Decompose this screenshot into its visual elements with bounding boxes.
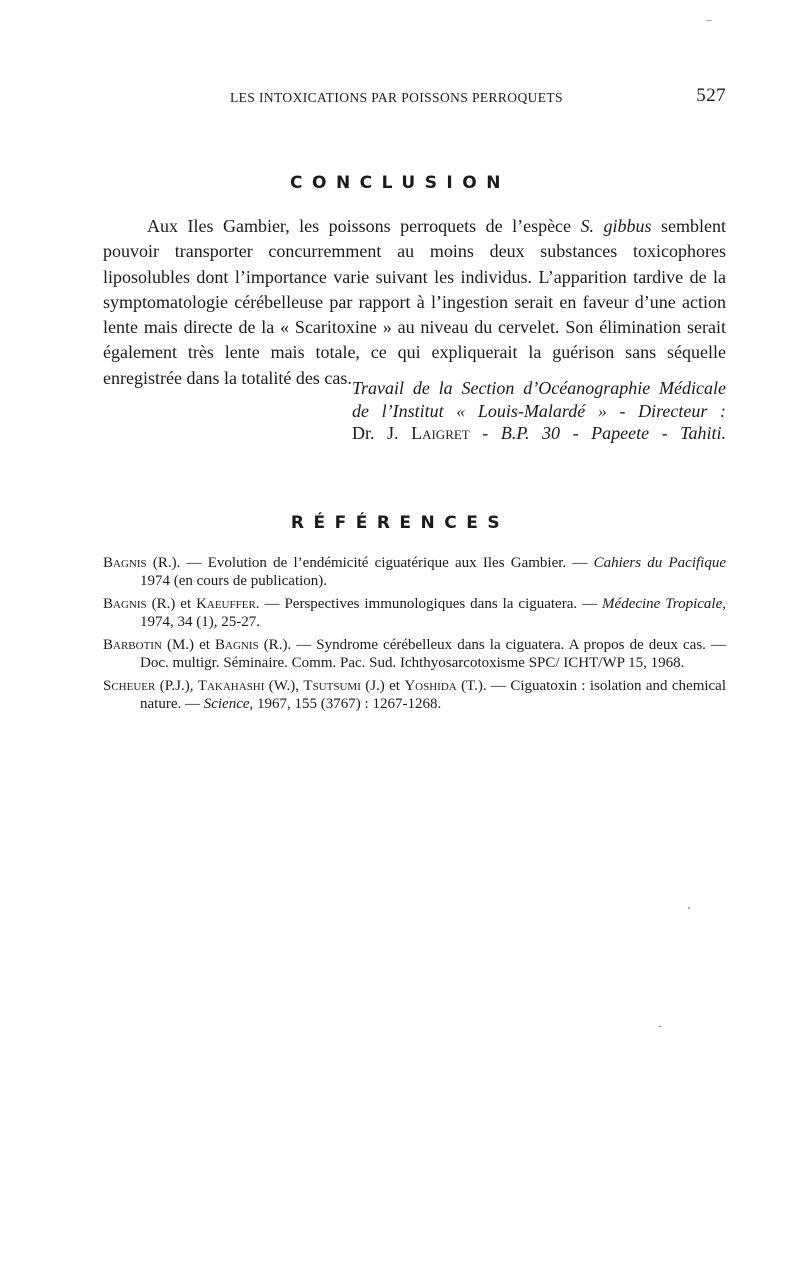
- scan-speck: [688, 907, 690, 909]
- reference-author: Barbotin: [103, 637, 162, 653]
- reference-text: (T.). — Ciguatoxin : isolation and chemical nature. —: [140, 678, 727, 712]
- reference-text: (W.),: [264, 678, 304, 694]
- reference-text: 1974 (en cours de publication).: [140, 572, 328, 589]
- conclusion-heading: CONCLUSION: [290, 173, 510, 193]
- reference-text: . — Perspectives immunologiques dans la ciguatera. —: [255, 596, 603, 612]
- reference-journal: Médecine Tropicale,: [602, 596, 726, 612]
- reference-author: Bagnis: [103, 596, 147, 612]
- affiliation-director-name: Laigret: [411, 423, 470, 443]
- reference-text: (R.) et: [146, 596, 197, 612]
- conclusion-paragraph: [103, 214, 726, 391]
- reference-item: [103, 637, 726, 672]
- reference-author: Takahashi: [197, 678, 265, 694]
- reference-author: Kaeuffer: [196, 596, 256, 612]
- reference-text: (R.). — Syndrome cérébelleux dans la ciguatera. A propos de deux cas. — Doc. multigr. Séminaire. Comm. Pac. Sud. Ichthyosarcotoxisme SPC/ ICHT/WP 15, 1968.: [140, 637, 726, 671]
- affiliation-line-3: [352, 422, 726, 445]
- reference-author: Bagnis: [103, 555, 147, 571]
- affiliation-dr: Dr. J.: [352, 423, 399, 443]
- affiliation-line-2: de l’Institut « Louis-Malardé » - Directeur :: [352, 400, 726, 421]
- reference-journal: Cahiers du Pacifique: [593, 555, 726, 571]
- reference-author: Tsutsumi: [303, 678, 361, 694]
- affiliation-block: [352, 377, 726, 445]
- conclusion-text-end: semblent pouvoir transporter concurremment au moins deux substances toxicophores liposolubles dont l’importance varie suivant les individus. L’apparition tardive de la symptomatologie cérébelleuse par rapport à l’ingestion serait en faveur d’une action lente mais directe de la « Scaritoxine » au niveau du cervelet. Son élimination serait également très lente mais totale, ce qui expliquerait la guérison sans séquelle enregistrée dans la totalité des cas.: [103, 216, 726, 388]
- reference-text: 1974, 34 (1), 25-27.: [140, 613, 260, 630]
- reference-journal: Science,: [203, 695, 254, 712]
- reference-text: (M.) et: [161, 637, 215, 653]
- conclusion-text-start: Aux Iles Gambier, les poissons perroquets de l’espèce: [147, 216, 581, 236]
- scan-speck: [706, 20, 712, 21]
- reference-item: [103, 678, 726, 713]
- species-name: S. gibbus: [580, 216, 652, 236]
- scan-speck: [658, 1026, 662, 1027]
- reference-author: Scheuer: [103, 678, 156, 694]
- affiliation-address: - B.P. 30 - Papeete - Tahiti.: [469, 423, 726, 443]
- reference-author: Bagnis: [215, 637, 259, 653]
- reference-text: (R.). — Evolution de l’endémicité ciguatérique aux Iles Gambier. —: [146, 555, 594, 571]
- reference-item: [103, 596, 726, 631]
- reference-text: 1967, 155 (3767) : 1267-1268.: [253, 695, 442, 712]
- reference-item: [103, 555, 726, 590]
- reference-text: (P.J.),: [155, 678, 198, 694]
- running-title: LES INTOXICATIONS PAR POISSONS PERROQUETS: [230, 90, 563, 105]
- page-number: 527: [696, 85, 726, 106]
- reference-text: (J.) et: [360, 678, 405, 694]
- references-list: [103, 555, 726, 719]
- reference-author: Yoshida: [404, 678, 457, 694]
- references-heading: RÉFÉRENCES: [290, 513, 510, 533]
- affiliation-line-1: Travail de la Section d’Océanographie Médicale: [352, 378, 726, 398]
